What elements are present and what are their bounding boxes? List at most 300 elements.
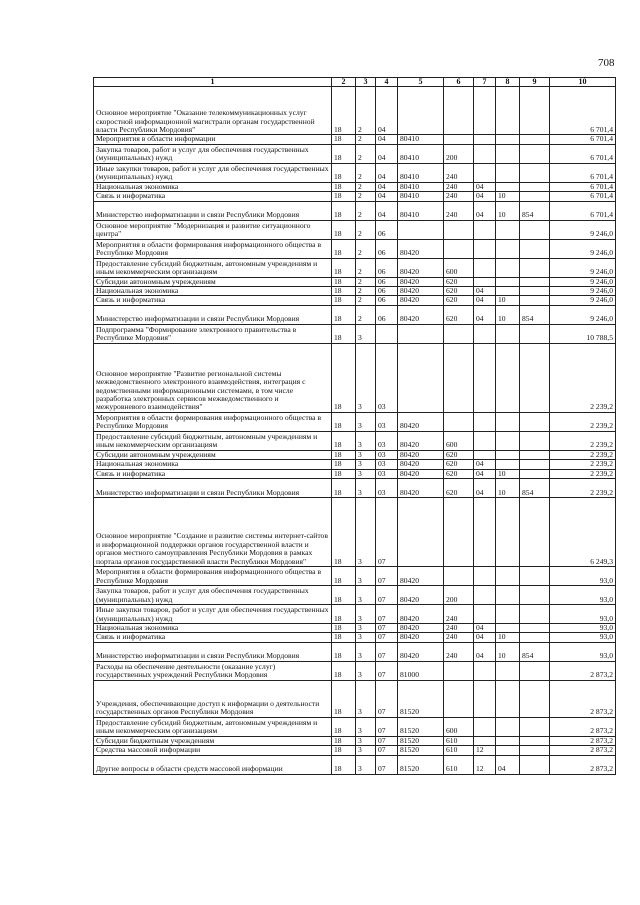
code-cell bbox=[444, 324, 474, 343]
code-cell bbox=[520, 431, 550, 450]
code-cell: 07 bbox=[376, 624, 398, 633]
code-cell bbox=[520, 498, 550, 567]
code-cell: 2 bbox=[356, 144, 376, 163]
code-cell bbox=[496, 277, 520, 286]
code-cell: 240 bbox=[444, 201, 474, 220]
table-row bbox=[94, 624, 616, 633]
code-cell: 06 bbox=[376, 277, 398, 286]
code-cell: 2 bbox=[356, 239, 376, 258]
code-cell: 80410 bbox=[398, 201, 444, 220]
code-cell: 04 bbox=[474, 642, 496, 661]
amount-cell: 93,0 bbox=[550, 624, 616, 633]
code-cell bbox=[520, 220, 550, 239]
code-cell bbox=[398, 324, 444, 343]
budget-table bbox=[93, 77, 616, 775]
code-cell: 620 bbox=[444, 305, 474, 324]
code-cell: 3 bbox=[356, 755, 376, 774]
code-cell bbox=[398, 343, 444, 412]
code-cell: 12 bbox=[474, 746, 496, 755]
table-row bbox=[94, 343, 616, 412]
table-row bbox=[94, 412, 616, 431]
item-name-cell: Предоставление субсидий бюджетным, автономным учреждениям и иным некоммерческим организациям bbox=[94, 431, 332, 450]
code-cell bbox=[520, 586, 550, 605]
code-cell bbox=[520, 258, 550, 277]
header-cell: 7 bbox=[474, 78, 496, 87]
code-cell: 600 bbox=[444, 717, 474, 736]
item-name-cell: Мероприятия в области формирования информационного общества в Республике Мордовия bbox=[94, 567, 332, 586]
code-cell: 80410 bbox=[398, 192, 444, 201]
code-cell: 06 bbox=[376, 220, 398, 239]
code-cell bbox=[474, 87, 496, 135]
item-name-cell: Национальная экономика bbox=[94, 624, 332, 633]
code-cell bbox=[496, 680, 520, 717]
amount-cell: 93,0 bbox=[550, 633, 616, 642]
code-cell: 07 bbox=[376, 605, 398, 624]
code-cell: 04 bbox=[474, 469, 496, 478]
code-cell bbox=[520, 661, 550, 680]
table-row bbox=[94, 87, 616, 135]
item-name-cell: Основное мероприятие "Создание и развитие системы интернет-сайтов и информационной поддержки органов государственной власти и органов местного самоуправления Республики Мордовия в рамках портала органов государственной власти Республики Мордовия" bbox=[94, 498, 332, 567]
amount-cell: 9 246,0 bbox=[550, 277, 616, 286]
code-cell: 04 bbox=[474, 296, 496, 305]
table-body bbox=[94, 87, 616, 774]
code-cell: 80410 bbox=[398, 135, 444, 144]
amount-cell: 2 873,2 bbox=[550, 680, 616, 717]
code-cell: 3 bbox=[356, 746, 376, 755]
code-cell: 07 bbox=[376, 736, 398, 745]
code-cell bbox=[520, 717, 550, 736]
amount-cell: 10 788,5 bbox=[550, 324, 616, 343]
code-cell: 18 bbox=[332, 661, 356, 680]
code-cell: 18 bbox=[332, 431, 356, 450]
code-cell: 80420 bbox=[398, 258, 444, 277]
code-cell: 04 bbox=[376, 87, 398, 135]
code-cell: 3 bbox=[356, 479, 376, 498]
header-row bbox=[94, 78, 616, 87]
code-cell: 240 bbox=[444, 633, 474, 642]
code-cell: 10 bbox=[496, 633, 520, 642]
code-cell: 07 bbox=[376, 586, 398, 605]
table-row bbox=[94, 586, 616, 605]
table-row bbox=[94, 201, 616, 220]
code-cell bbox=[474, 343, 496, 412]
item-name-cell: Министерство информатизации и связи Республики Мордовия bbox=[94, 305, 332, 324]
code-cell: 04 bbox=[474, 182, 496, 191]
item-name-cell: Закупка товаров, работ и услуг для обеспечения государственных (муниципальных) нужд bbox=[94, 586, 332, 605]
header-cell: 9 bbox=[520, 78, 550, 87]
code-cell: 240 bbox=[444, 182, 474, 191]
code-cell: 80420 bbox=[398, 642, 444, 661]
code-cell: 10 bbox=[496, 642, 520, 661]
code-cell: 620 bbox=[444, 469, 474, 478]
code-cell bbox=[474, 220, 496, 239]
code-cell bbox=[496, 450, 520, 459]
table-row bbox=[94, 746, 616, 755]
amount-cell: 6 701,4 bbox=[550, 192, 616, 201]
code-cell: 18 bbox=[332, 201, 356, 220]
code-cell: 03 bbox=[376, 450, 398, 459]
amount-cell: 2 873,2 bbox=[550, 755, 616, 774]
amount-cell: 9 246,0 bbox=[550, 258, 616, 277]
code-cell: 06 bbox=[376, 305, 398, 324]
code-cell: 10 bbox=[496, 296, 520, 305]
code-cell: 12 bbox=[474, 755, 496, 774]
code-cell bbox=[520, 605, 550, 624]
code-cell: 18 bbox=[332, 633, 356, 642]
code-cell bbox=[520, 460, 550, 469]
code-cell bbox=[496, 324, 520, 343]
code-cell: 2 bbox=[356, 87, 376, 135]
code-cell: 3 bbox=[356, 661, 376, 680]
code-cell: 80420 bbox=[398, 479, 444, 498]
code-cell: 18 bbox=[332, 736, 356, 745]
code-cell: 81520 bbox=[398, 736, 444, 745]
code-cell: 04 bbox=[376, 144, 398, 163]
item-name-cell: Мероприятия в области информации bbox=[94, 135, 332, 144]
code-cell: 3 bbox=[356, 412, 376, 431]
code-cell: 620 bbox=[444, 296, 474, 305]
code-cell: 10 bbox=[496, 479, 520, 498]
table-row bbox=[94, 479, 616, 498]
code-cell bbox=[474, 567, 496, 586]
code-cell bbox=[444, 343, 474, 412]
code-cell: 854 bbox=[520, 305, 550, 324]
code-cell bbox=[496, 624, 520, 633]
item-name-cell: Субсидии автономным учреждениям bbox=[94, 277, 332, 286]
code-cell: 610 bbox=[444, 736, 474, 745]
item-name-cell: Связь и информатика bbox=[94, 296, 332, 305]
header-cell: 8 bbox=[496, 78, 520, 87]
table-row bbox=[94, 717, 616, 736]
code-cell: 03 bbox=[376, 469, 398, 478]
code-cell bbox=[496, 182, 520, 191]
code-cell bbox=[520, 736, 550, 745]
code-cell bbox=[520, 287, 550, 296]
code-cell bbox=[496, 498, 520, 567]
code-cell: 80420 bbox=[398, 431, 444, 450]
code-cell bbox=[496, 239, 520, 258]
table-row bbox=[94, 736, 616, 745]
page-number: 708 bbox=[598, 57, 615, 69]
code-cell: 18 bbox=[332, 305, 356, 324]
code-cell bbox=[520, 469, 550, 478]
item-name-cell: Подпрограмма "Формирование электронного правительства в Республике Мордовия" bbox=[94, 324, 332, 343]
header-cell: 6 bbox=[444, 78, 474, 87]
code-cell bbox=[520, 182, 550, 191]
code-cell bbox=[520, 144, 550, 163]
code-cell: 2 bbox=[356, 192, 376, 201]
code-cell: 600 bbox=[444, 258, 474, 277]
code-cell: 3 bbox=[356, 736, 376, 745]
code-cell: 03 bbox=[376, 479, 398, 498]
code-cell: 18 bbox=[332, 412, 356, 431]
code-cell: 3 bbox=[356, 460, 376, 469]
amount-cell: 2 239,2 bbox=[550, 343, 616, 412]
code-cell: 80420 bbox=[398, 567, 444, 586]
amount-cell: 6 701,4 bbox=[550, 182, 616, 191]
amount-cell: 9 246,0 bbox=[550, 239, 616, 258]
code-cell bbox=[444, 135, 474, 144]
code-cell: 2 bbox=[356, 135, 376, 144]
code-cell: 80410 bbox=[398, 182, 444, 191]
code-cell: 2 bbox=[356, 296, 376, 305]
code-cell: 04 bbox=[474, 201, 496, 220]
code-cell bbox=[520, 450, 550, 459]
code-cell bbox=[444, 498, 474, 567]
code-cell bbox=[496, 135, 520, 144]
code-cell bbox=[520, 87, 550, 135]
code-cell bbox=[496, 736, 520, 745]
code-cell bbox=[444, 680, 474, 717]
code-cell: 2 bbox=[356, 220, 376, 239]
code-cell: 07 bbox=[376, 498, 398, 567]
code-cell: 3 bbox=[356, 498, 376, 567]
code-cell bbox=[398, 220, 444, 239]
code-cell: 06 bbox=[376, 239, 398, 258]
code-cell: 854 bbox=[520, 642, 550, 661]
table-row bbox=[94, 239, 616, 258]
amount-cell: 9 246,0 bbox=[550, 220, 616, 239]
code-cell: 3 bbox=[356, 469, 376, 478]
amount-cell: 93,0 bbox=[550, 567, 616, 586]
code-cell bbox=[474, 239, 496, 258]
code-cell bbox=[520, 277, 550, 286]
amount-cell: 2 239,2 bbox=[550, 412, 616, 431]
code-cell bbox=[444, 567, 474, 586]
table-row bbox=[94, 680, 616, 717]
code-cell bbox=[520, 567, 550, 586]
code-cell: 620 bbox=[444, 450, 474, 459]
code-cell: 854 bbox=[520, 479, 550, 498]
code-cell: 80420 bbox=[398, 277, 444, 286]
code-cell bbox=[474, 498, 496, 567]
code-cell: 07 bbox=[376, 680, 398, 717]
amount-cell: 6 701,4 bbox=[550, 144, 616, 163]
code-cell: 18 bbox=[332, 144, 356, 163]
table-row bbox=[94, 661, 616, 680]
item-name-cell: Связь и информатика bbox=[94, 469, 332, 478]
code-cell: 04 bbox=[376, 182, 398, 191]
code-cell: 2 bbox=[356, 305, 376, 324]
code-cell: 04 bbox=[474, 479, 496, 498]
code-cell bbox=[520, 633, 550, 642]
code-cell: 18 bbox=[332, 287, 356, 296]
code-cell bbox=[398, 498, 444, 567]
code-cell: 18 bbox=[332, 680, 356, 717]
code-cell bbox=[474, 736, 496, 745]
code-cell: 854 bbox=[520, 201, 550, 220]
code-cell bbox=[496, 460, 520, 469]
code-cell: 3 bbox=[356, 450, 376, 459]
code-cell bbox=[520, 412, 550, 431]
item-name-cell: Предоставление субсидий бюджетным, автономным учреждениям и иным некоммерческим организациям bbox=[94, 258, 332, 277]
code-cell bbox=[444, 661, 474, 680]
table-row bbox=[94, 163, 616, 182]
table-row bbox=[94, 220, 616, 239]
code-cell: 06 bbox=[376, 258, 398, 277]
code-cell bbox=[474, 431, 496, 450]
item-name-cell: Основное мероприятие "Оказание телекоммуникационных услуг скоростной информационной магистрали органам государственной власти Республики Мордовия" bbox=[94, 87, 332, 135]
code-cell bbox=[496, 661, 520, 680]
code-cell: 81000 bbox=[398, 661, 444, 680]
code-cell: 80420 bbox=[398, 586, 444, 605]
code-cell: 3 bbox=[356, 586, 376, 605]
header-cell: 2 bbox=[332, 78, 356, 87]
code-cell bbox=[520, 755, 550, 774]
table-row bbox=[94, 135, 616, 144]
code-cell bbox=[496, 431, 520, 450]
code-cell: 18 bbox=[332, 258, 356, 277]
header-cell: 5 bbox=[398, 78, 444, 87]
table-row bbox=[94, 567, 616, 586]
code-cell: 10 bbox=[496, 305, 520, 324]
code-cell bbox=[474, 277, 496, 286]
code-cell bbox=[520, 343, 550, 412]
code-cell: 04 bbox=[474, 192, 496, 201]
amount-cell: 2 873,2 bbox=[550, 736, 616, 745]
item-name-cell: Предоставление субсидий бюджетным, автономным учреждениям и иным некоммерческим организациям bbox=[94, 717, 332, 736]
code-cell: 80420 bbox=[398, 469, 444, 478]
item-name-cell: Основное мероприятие "Развитие региональной системы межведомственного электронного взаимодействия, интеграция с ведомственными информационными системами, в том числе разработка электронных сервисов межведомственного и межуровневого взаимодействия" bbox=[94, 343, 332, 412]
item-name-cell: Иные закупки товаров, работ и услуг для обеспечения государственных (муниципальных) нужд bbox=[94, 605, 332, 624]
code-cell: 200 bbox=[444, 144, 474, 163]
code-cell: 18 bbox=[332, 324, 356, 343]
table-row bbox=[94, 755, 616, 774]
code-cell: 18 bbox=[332, 87, 356, 135]
amount-cell: 9 246,0 bbox=[550, 287, 616, 296]
code-cell bbox=[474, 717, 496, 736]
code-cell: 620 bbox=[444, 479, 474, 498]
item-name-cell: Министерство информатизации и связи Республики Мордовия bbox=[94, 479, 332, 498]
code-cell bbox=[496, 717, 520, 736]
code-cell: 04 bbox=[474, 287, 496, 296]
code-cell: 04 bbox=[474, 305, 496, 324]
code-cell: 3 bbox=[356, 605, 376, 624]
code-cell bbox=[520, 192, 550, 201]
code-cell: 18 bbox=[332, 624, 356, 633]
code-cell: 80420 bbox=[398, 296, 444, 305]
code-cell: 03 bbox=[376, 343, 398, 412]
code-cell bbox=[520, 680, 550, 717]
item-name-cell: Министерство информатизации и связи Республики Мордовия bbox=[94, 201, 332, 220]
code-cell: 04 bbox=[376, 192, 398, 201]
code-cell: 10 bbox=[496, 201, 520, 220]
amount-cell: 6 249,3 bbox=[550, 498, 616, 567]
code-cell bbox=[496, 412, 520, 431]
code-cell: 2 bbox=[356, 277, 376, 286]
code-cell: 07 bbox=[376, 642, 398, 661]
code-cell: 80420 bbox=[398, 633, 444, 642]
code-cell: 81520 bbox=[398, 746, 444, 755]
code-cell: 04 bbox=[376, 163, 398, 182]
code-cell: 3 bbox=[356, 431, 376, 450]
code-cell bbox=[520, 296, 550, 305]
table-row bbox=[94, 605, 616, 624]
code-cell: 3 bbox=[356, 343, 376, 412]
code-cell bbox=[474, 163, 496, 182]
code-cell: 06 bbox=[376, 287, 398, 296]
table-row bbox=[94, 633, 616, 642]
code-cell: 240 bbox=[444, 642, 474, 661]
code-cell bbox=[496, 605, 520, 624]
code-cell: 18 bbox=[332, 450, 356, 459]
code-cell bbox=[474, 412, 496, 431]
table-row bbox=[94, 296, 616, 305]
code-cell: 03 bbox=[376, 431, 398, 450]
code-cell: 80410 bbox=[398, 144, 444, 163]
item-name-cell: Учреждения, обеспечивающие доступ к информации о деятельности государственных органов Республики Мордовия bbox=[94, 680, 332, 717]
amount-cell: 9 246,0 bbox=[550, 296, 616, 305]
code-cell: 80420 bbox=[398, 287, 444, 296]
code-cell: 240 bbox=[444, 163, 474, 182]
header-cell: 4 bbox=[376, 78, 398, 87]
code-cell: 610 bbox=[444, 755, 474, 774]
amount-cell: 2 239,2 bbox=[550, 450, 616, 459]
code-cell bbox=[474, 324, 496, 343]
amount-cell: 2 873,2 bbox=[550, 661, 616, 680]
code-cell: 06 bbox=[376, 296, 398, 305]
code-cell: 2 bbox=[356, 163, 376, 182]
code-cell: 200 bbox=[444, 586, 474, 605]
code-cell bbox=[520, 239, 550, 258]
code-cell: 10 bbox=[496, 192, 520, 201]
amount-cell: 2 873,2 bbox=[550, 746, 616, 755]
code-cell: 18 bbox=[332, 343, 356, 412]
amount-cell: 93,0 bbox=[550, 586, 616, 605]
code-cell: 18 bbox=[332, 498, 356, 567]
amount-cell: 2 239,2 bbox=[550, 479, 616, 498]
item-name-cell: Основное мероприятие "Модернизация и развитие ситуационного центра" bbox=[94, 220, 332, 239]
code-cell: 81520 bbox=[398, 680, 444, 717]
code-cell bbox=[496, 287, 520, 296]
code-cell bbox=[496, 144, 520, 163]
code-cell bbox=[520, 163, 550, 182]
code-cell: 3 bbox=[356, 717, 376, 736]
code-cell bbox=[520, 324, 550, 343]
code-cell: 3 bbox=[356, 624, 376, 633]
code-cell bbox=[474, 144, 496, 163]
code-cell bbox=[496, 163, 520, 182]
amount-cell: 2 239,2 bbox=[550, 460, 616, 469]
code-cell: 18 bbox=[332, 296, 356, 305]
code-cell: 18 bbox=[332, 586, 356, 605]
code-cell: 3 bbox=[356, 633, 376, 642]
code-cell: 3 bbox=[356, 680, 376, 717]
code-cell bbox=[376, 324, 398, 343]
code-cell bbox=[474, 586, 496, 605]
item-name-cell: Национальная экономика bbox=[94, 182, 332, 191]
code-cell: 07 bbox=[376, 661, 398, 680]
code-cell bbox=[496, 258, 520, 277]
code-cell bbox=[444, 87, 474, 135]
code-cell: 07 bbox=[376, 717, 398, 736]
code-cell: 18 bbox=[332, 642, 356, 661]
code-cell: 04 bbox=[376, 201, 398, 220]
item-name-cell: Субсидии автономным учреждениям bbox=[94, 450, 332, 459]
code-cell bbox=[444, 412, 474, 431]
code-cell bbox=[474, 605, 496, 624]
code-cell: 2 bbox=[356, 182, 376, 191]
table-row bbox=[94, 450, 616, 459]
item-name-cell: Средства массовой информации bbox=[94, 746, 332, 755]
item-name-cell: Иные закупки товаров, работ и услуг для обеспечения государственных (муниципальных) нужд bbox=[94, 163, 332, 182]
table-row bbox=[94, 182, 616, 191]
code-cell: 04 bbox=[474, 624, 496, 633]
code-cell: 240 bbox=[444, 624, 474, 633]
code-cell: 81520 bbox=[398, 717, 444, 736]
code-cell: 80410 bbox=[398, 163, 444, 182]
code-cell: 07 bbox=[376, 633, 398, 642]
